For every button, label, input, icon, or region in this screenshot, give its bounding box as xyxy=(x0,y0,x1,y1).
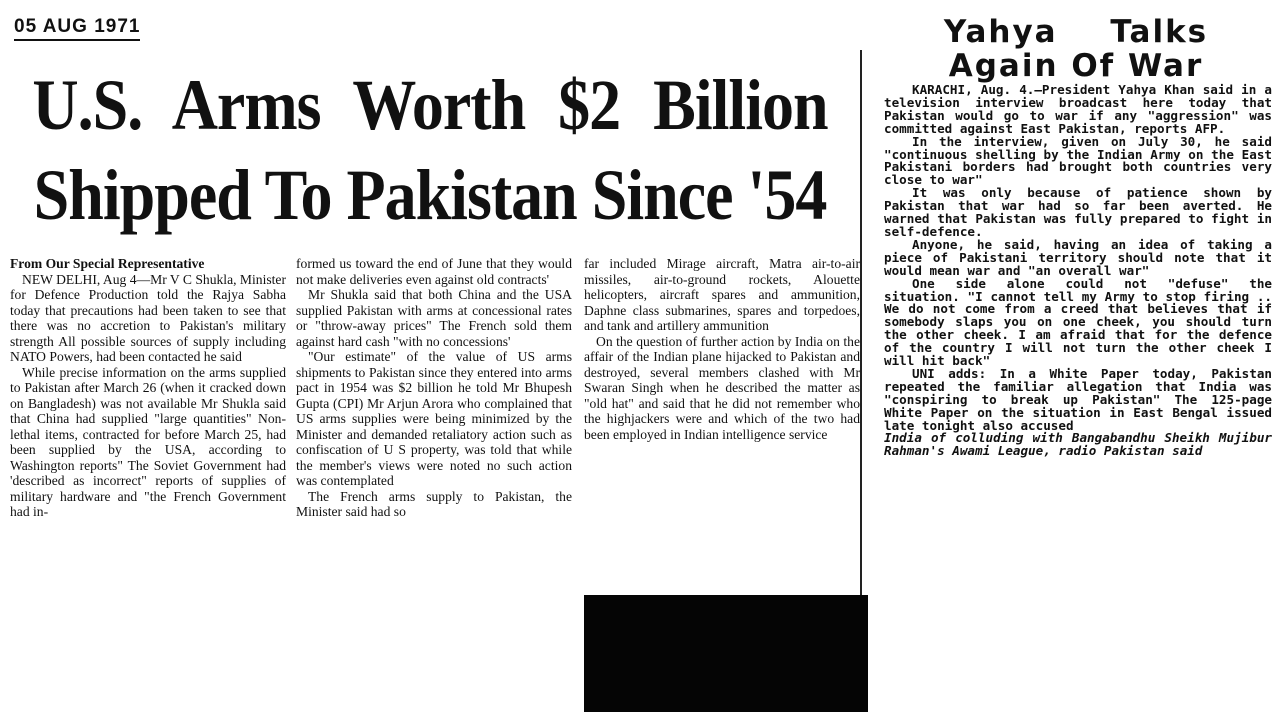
redacted-block xyxy=(584,595,868,712)
main-headline-line-1: U.S. Arms Worth $2 Billion xyxy=(32,65,828,145)
article-paragraph: The French arms supply to Pakistan, the Minister said had so xyxy=(296,488,572,519)
side-headline-line-2: Again Of War xyxy=(948,48,1204,84)
side-paragraph: UNI adds: In a White Paper today, Pakistan repeated the familiar allegation that India was "conspiring to break up Pakistan" The 125-page White Paper on the situation in East Bengal issued late tonight also accused xyxy=(884,365,1272,433)
side-paragraph: In the interview, given on July 30, he said "continuous shelling by the Indian Army on the East Pakistani borders had brought both countries very close to war" xyxy=(884,133,1272,188)
article-column-3 xyxy=(584,256,860,442)
main-headline-line-2: Shipped To Pakistan Since '54 xyxy=(33,155,827,235)
side-article-body xyxy=(884,84,1272,458)
side-headline-line-1: Yahya Talks xyxy=(943,14,1209,50)
side-paragraph: It was only because of patience shown by Pakistan that war had so far been averted. He warned that Pakistan was fully prepared to fight in self-defence. xyxy=(884,185,1272,239)
article-paragraph: NEW DELHI, Aug 4—Mr V C Shukla, Minister for Defence Production told the Rajya Sabha today that precautions had been taken to see that there was no accretion to Pakistan's military strength All possible sources of supply including NATO Powers, had been contacted he said xyxy=(10,271,286,364)
article-paragraph: formed us toward the end of June that they would not make deliveries even against old contracts' xyxy=(296,256,572,287)
side-paragraph: One side alone could not "defuse" the situation. "I cannot tell my Army to stop firing .. We do not come from a creed that believes that if somebody slaps you on one cheek, you should turn the other cheek. I am afraid that for the defence of the country I will not turn the other cheek I will hit back" xyxy=(884,275,1272,369)
article-paragraph: On the question of further action by India on the affair of the Indian plane hijacked to Pakistan and destroyed, several members clashed with Mr Swaran Singh when he described the matter as "old hat" and said that he did not remember who the highjackers were and which of the two had been employed in Indian intelligence service xyxy=(584,333,860,442)
article-column-2 xyxy=(296,256,572,520)
side-paragraph-italic: India of colluding with Bangabandhu Sheikh Mujibur Rahman's Awami League, radio Pakistan said xyxy=(884,430,1272,459)
byline: From Our Special Representative xyxy=(10,256,205,271)
article-column-1 xyxy=(10,256,286,520)
side-paragraph: Anyone, he said, having an idea of taking a piece of Pakistani territory should note that it would mean war and "an overall war" xyxy=(884,236,1272,278)
article-paragraph: Mr Shukla said that both China and the USA supplied Pakistan with arms at concessional rates or "throw-away prices" The French sold them against hard cash "with no concessions' xyxy=(296,287,572,349)
article-paragraph: far included Mirage aircraft, Matra air-to-air missiles, air-to-ground rockets, Alouette helicopters, aircraft spares and ammunition, Daphne class submarines, spares and torpedoes, and tank and artillery ammunition xyxy=(584,256,860,333)
side-paragraph: KARACHI, Aug. 4.—President Yahya Khan said in a television interview broadcast here today that Pakistan would go to war if any "aggression" was committed against East Pakistan, reports AFP. xyxy=(884,82,1272,136)
article-paragraph: "Our estimate" of the value of US arms shipments to Pakistan since they entered into arms pact in 1954 was $2 billion he told Mr Bhupesh Gupta (CPI) Mr Arjun Arora who complained that US arms supplies were being minimized by the Minister and demanded retaliatory action such as confiscation of U S property, was told that while the member's views were noted no such action was contemplated xyxy=(296,349,572,488)
date-stamp: 05 AUG 1971 xyxy=(14,16,140,41)
article-paragraph: While precise information on the arms supplied to Pakistan after March 26 (when it cracked down on Bangladesh) was not available Mr Shukla said that China had supplied "large quantities" Non-lethal items, contracted for before March 25, had been supplied by the USA, according to Washington reports" The Soviet Government had 'described as incorrect" reports of supplies of military hardware and "the French Government had in- xyxy=(10,364,286,519)
